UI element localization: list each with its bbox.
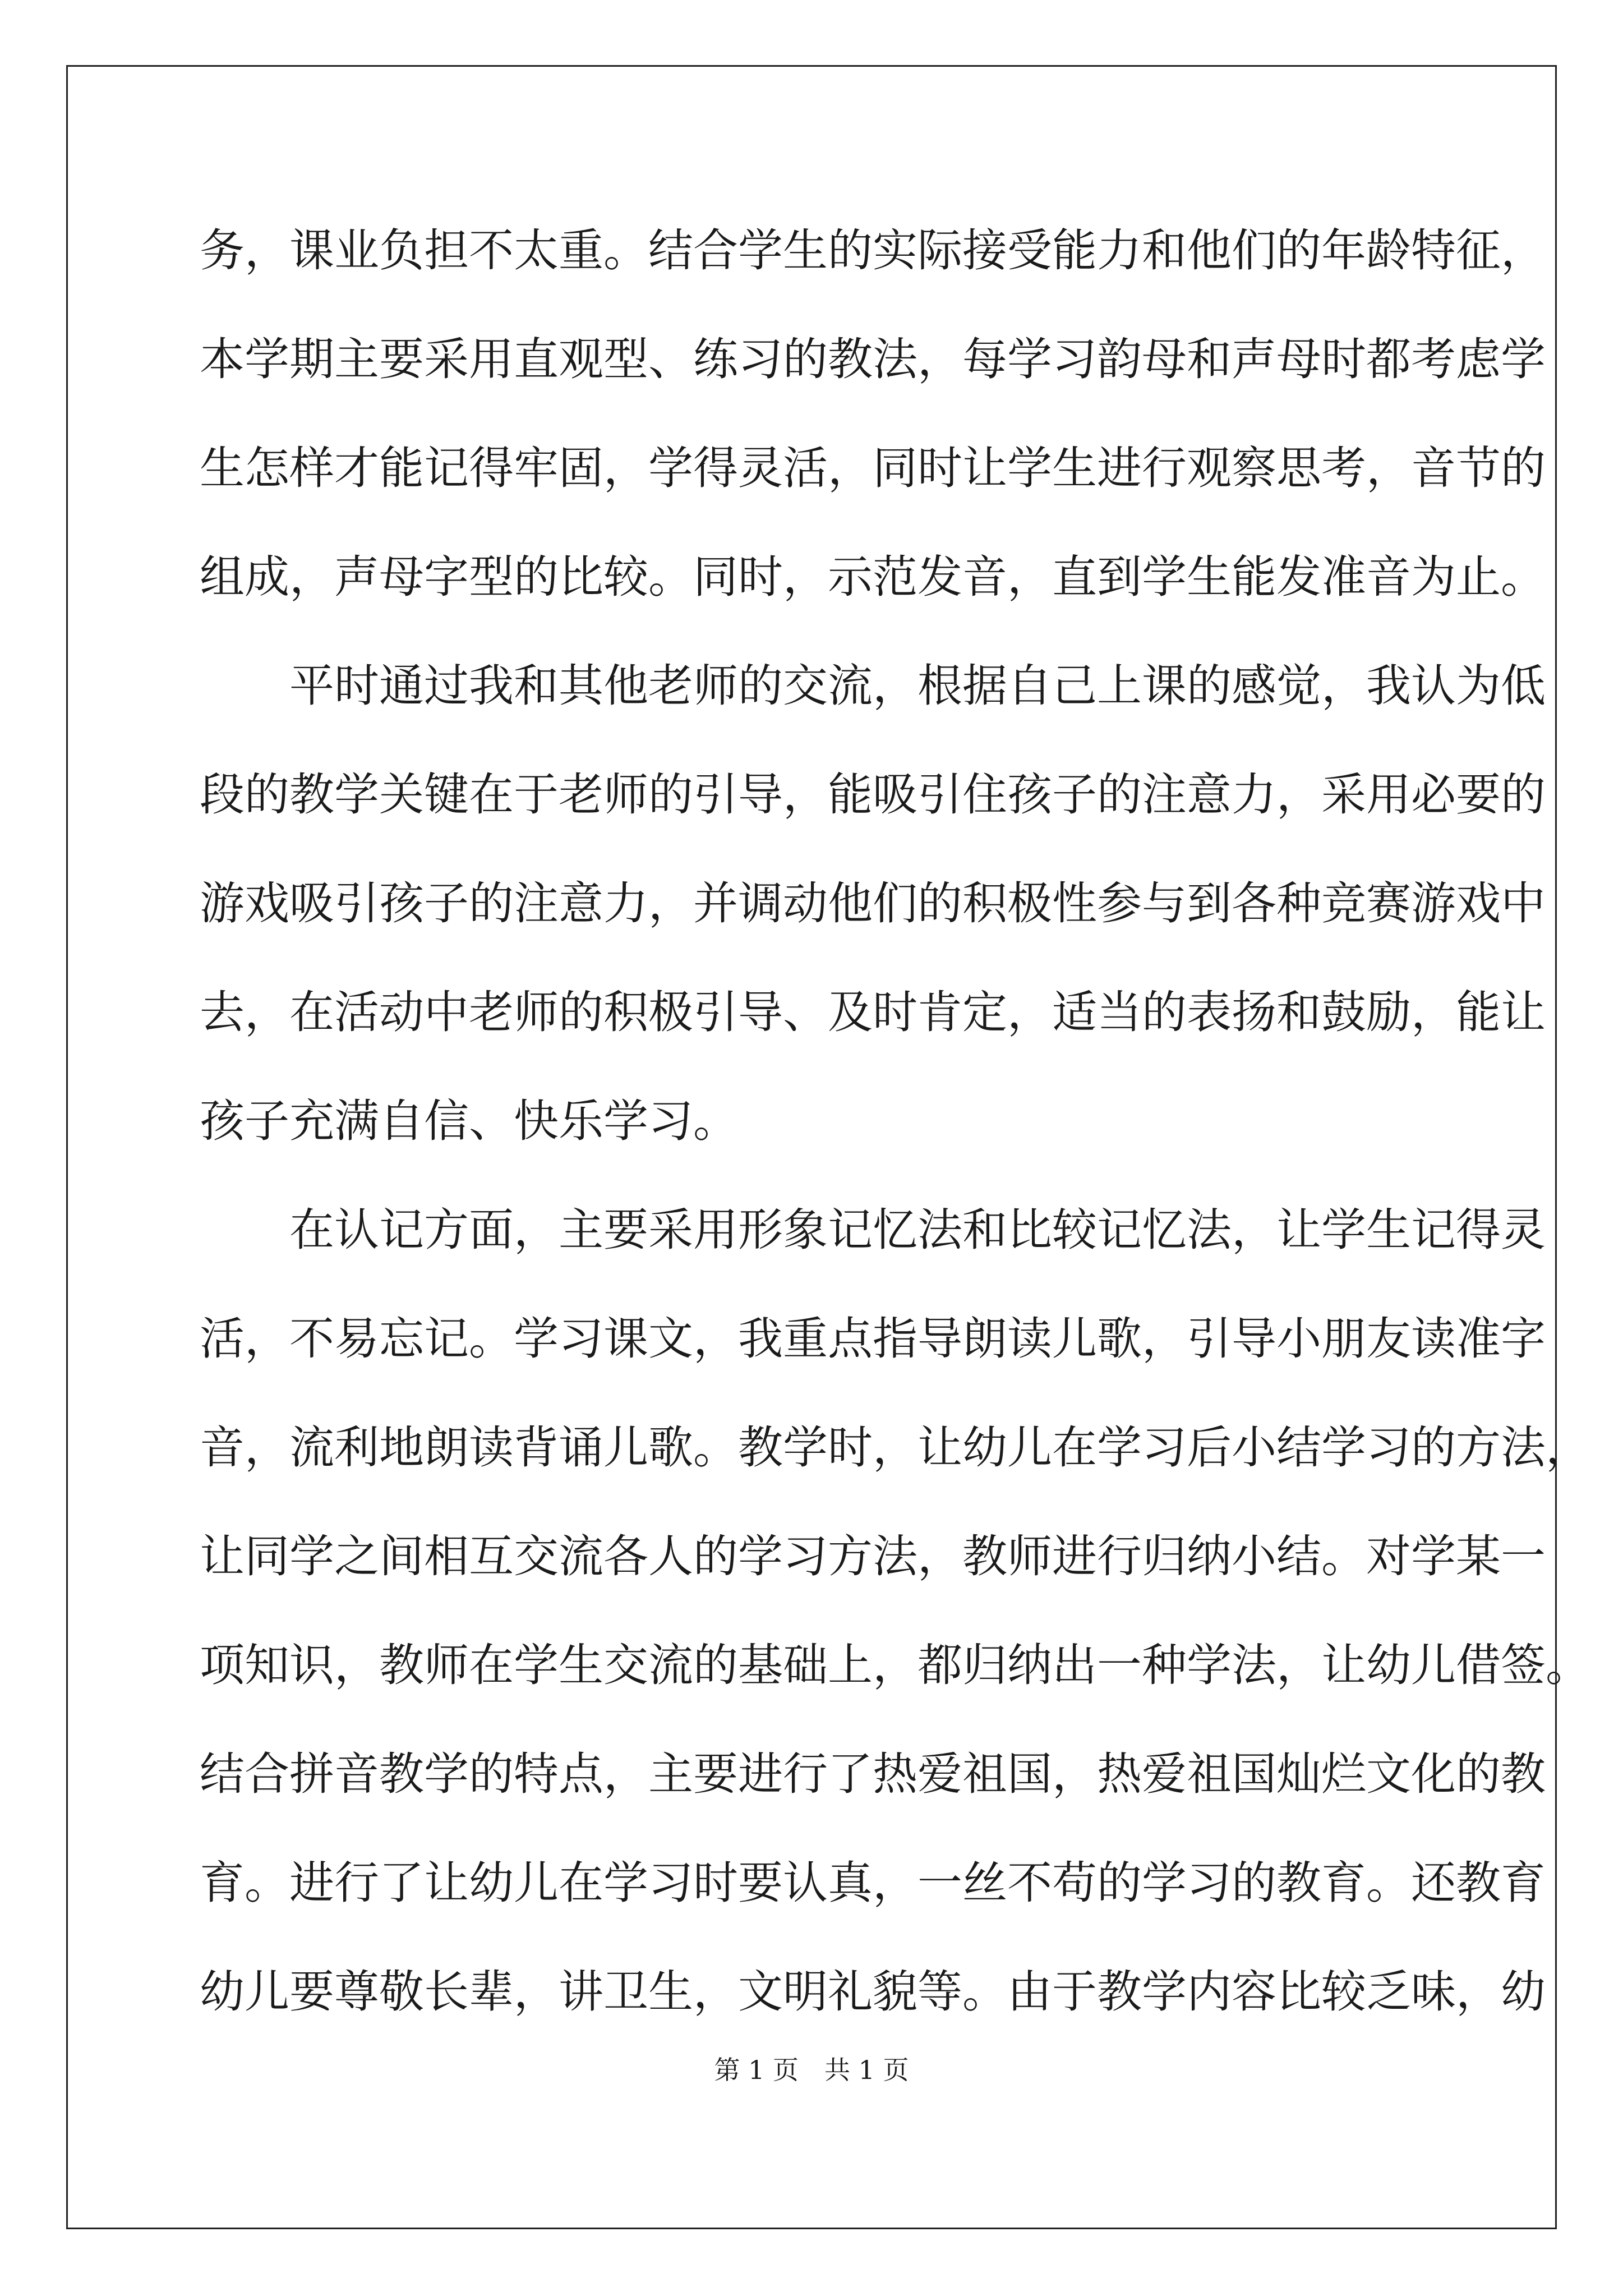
text-line-2: 本学期主要采用直观型、练习的教法，每学习韵母和声母时都考虑学	[200, 333, 1546, 385]
document-body	[200, 196, 1590, 2046]
text-line-11: 活，不易忘记。学习课文，我重点指导朗读儿歌，引导小朋友读准字	[200, 1313, 1546, 1365]
text-line-14: 项知识，教师在学生交流的基础上，都归纳出一种学法，让幼儿借签。	[200, 1639, 1590, 1691]
paragraph-start-line-5: 平时通过我和其他老师的交流，根据自己上课的感觉，我认为低	[289, 660, 1546, 712]
text-line-9: 孩子充满自信、快乐学习。	[200, 1095, 738, 1147]
paragraph-start-line-10: 在认记方面，主要采用形象记忆法和比较记忆法，让学生记得灵	[289, 1204, 1546, 1256]
text-line-17: 幼儿要尊敬长辈，讲卫生，文明礼貌等。由于教学内容比较乏味，幼	[200, 1966, 1546, 2018]
text-line-8: 去，在活动中老师的积极引导、及时肯定，适当的表扬和鼓励，能让	[200, 986, 1546, 1038]
text-line-1: 务，课业负担不太重。结合学生的实际接受能力和他们的年龄特征，	[200, 224, 1546, 277]
text-line-3: 生怎样才能记得牢固，学得灵活，同时让学生进行观察思考，音节的	[200, 442, 1546, 494]
text-line-16: 育。进行了让幼儿在学习时要认真，一丝不苟的学习的教育。还教育	[200, 1857, 1546, 1909]
text-line-4: 组成，声母字型的比较。同时，示范发音，直到学生能发准音为止。	[200, 551, 1546, 603]
text-line-13: 让同学之间相互交流各人的学习方法，教师进行归纳小结。对学某一	[200, 1530, 1546, 1582]
text-line-12: 音，流利地朗读背诵儿歌。教学时，让幼儿在学习后小结学习的方法，	[200, 1421, 1590, 1474]
text-line-7: 游戏吸引孩子的注意力，并调动他们的积极性参与到各种竞赛游戏中	[200, 877, 1546, 930]
page-number-footer: 第 1 页 共 1 页	[714, 2055, 909, 2085]
text-line-6: 段的教学关键在于老师的引导，能吸引住孩子的注意力，采用必要的	[200, 769, 1546, 821]
text-line-15: 结合拼音教学的特点，主要进行了热爱祖国，热爱祖国灿烂文化的教	[200, 1748, 1546, 1800]
